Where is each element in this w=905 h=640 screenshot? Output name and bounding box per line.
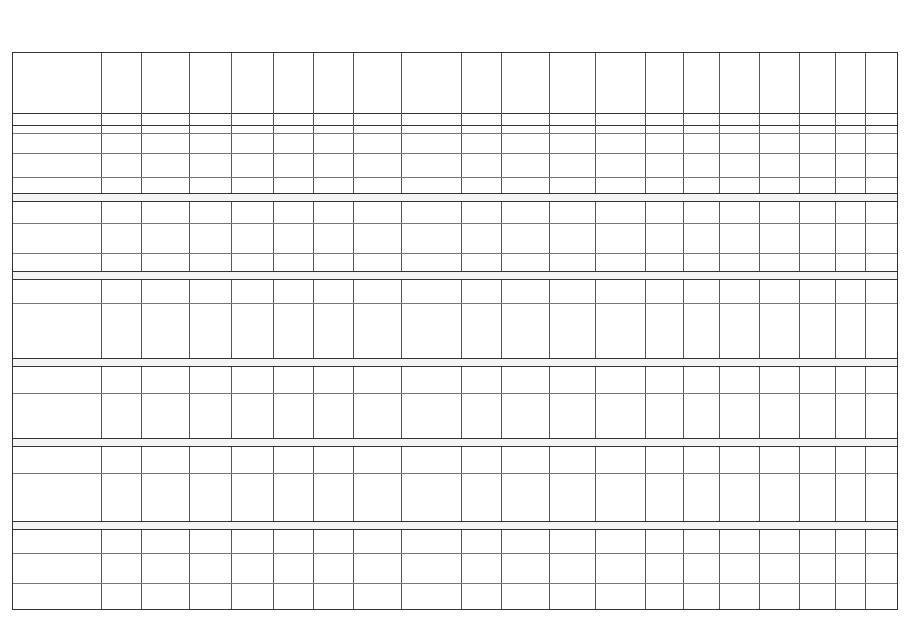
row-divider bbox=[13, 393, 897, 394]
row-divider bbox=[13, 253, 897, 254]
section-band bbox=[13, 438, 897, 447]
row-divider bbox=[13, 553, 897, 554]
spreadsheet-grid bbox=[12, 52, 898, 610]
row-divider bbox=[13, 223, 897, 224]
section-band bbox=[13, 358, 897, 367]
row-divider bbox=[13, 473, 897, 474]
column-header-band bbox=[13, 53, 897, 114]
row-divider bbox=[13, 177, 897, 178]
row-divider bbox=[13, 303, 897, 304]
column-number-band bbox=[13, 113, 897, 126]
row-divider bbox=[13, 583, 897, 584]
section-band bbox=[13, 271, 897, 280]
section-band bbox=[13, 521, 897, 530]
row-divider bbox=[13, 133, 897, 134]
section-band bbox=[13, 193, 897, 202]
row-divider bbox=[13, 153, 897, 154]
